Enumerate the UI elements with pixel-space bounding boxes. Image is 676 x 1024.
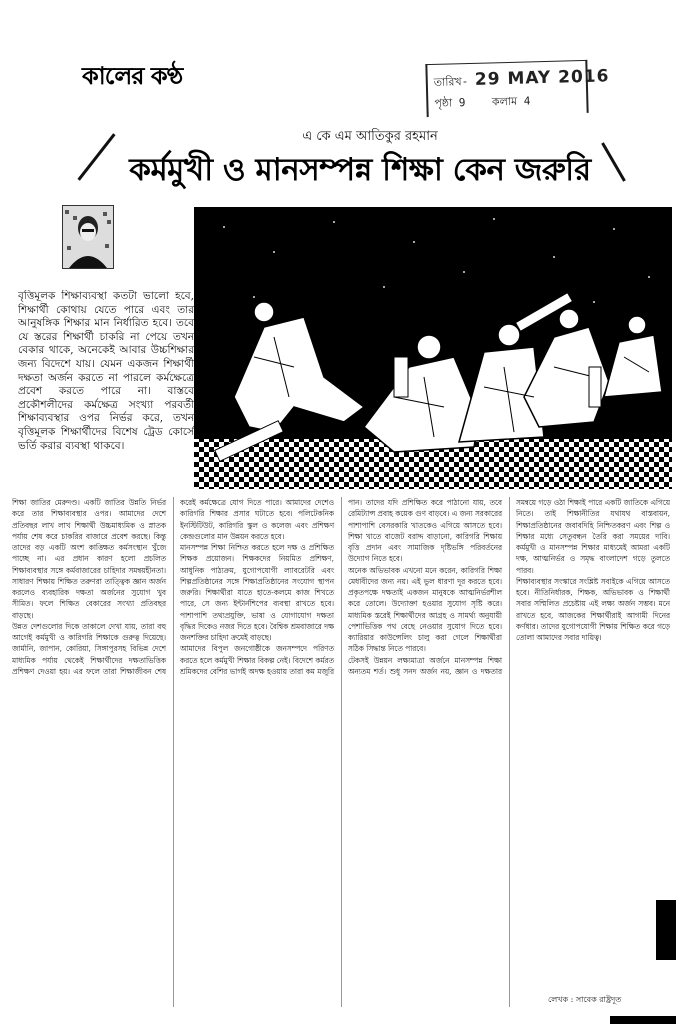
body-paragraph: মানসম্পন্ন শিক্ষা নিশ্চিত করতে হলে দক্ষ ও প্রশিক্ষিত শিক্ষক প্রয়োজন। শিক্ষকদের নিয়মিত প্রশিক্ষণ, আধুনিক পাঠ্যক্রম, যুগোপযোগী ল্যাবরেটরি এবং শিল্পপ্রতিষ্ঠানের সঙ্গে শিক্ষাপ্রতিষ্ঠানের সংযোগ স্থাপন জরুরি। শিক্ষার্থীরা যাতে হাতে-কলমে কাজ শিখতে পারে, সে জন্য ইন্টার্নশিপের ব্যবস্থা রাখতে হবে। পাশাপাশি তথ্যপ্রযুক্তি, ভাষা ও যোগাযোগ দক্ষতা বৃদ্ধির দিকেও নজর দিতে হবে। বৈশ্বিক শ্রমবাজারে দক্ষ জনশক্তির চাহিদা ক্রমেই বাড়ছে। bbox=[180, 543, 334, 642]
stamp-date-prefix: তারিখ- bbox=[433, 75, 469, 89]
stamp-column-prefix: কলাম bbox=[491, 94, 518, 109]
stamp-date: 29 MAY 2016 bbox=[474, 66, 610, 90]
article-intro: বৃত্তিমূলক শিক্ষাব্যবস্থা কতটা ভালো হবে, শিক্ষার্থী কোথায় যেতে পারে এবং তার আনুষঙ্গিক শিক্ষার মান নির্ধারিত হবে। তবে যে স্তরের শিক্ষার্থী চাকরি না পেয়ে তখন বেকার থাকে, অনেকেই আবার উচ্চশিক্ষার জন্য বিদেশে যায়। যেমন একজন শিক্ষার্থী দক্ষতা অর্জন করতে না পারলে কর্মক্ষেত্রে প্রবেশ করতে পারে না। বাস্তবে প্রকৌশলীদের কর্মক্ষেত্র সংখ্যা পরবর্তী শিক্ষাব্যবস্থার ওপর নির্ভর করে, তখন বৃত্তিমূলক শিক্ষার্থীদের বিশেষ ট্রেড কোর্সে ভর্তি করার ব্যবস্থা থাকবে। bbox=[18, 290, 194, 452]
article-byline: এ কে এম আতিকুর রহমান bbox=[302, 129, 438, 144]
article-headline: কর্মমুখী ও মানসম্পন্ন শিক্ষা কেন জরুরি bbox=[129, 152, 591, 188]
body-paragraph: শিক্ষাব্যবস্থার সংস্কারে সংশ্লিষ্ট সবাইকে এগিয়ে আসতে হবে। নীতিনির্ধারক, শিক্ষক, অভিভাবক ও শিক্ষার্থী সবার সম্মিলিত প্রচেষ্টায় এই লক্ষ্য অর্জন সম্ভব। মনে রাখতে হবে, আজকের শিক্ষার্থীরাই আগামী দিনের কর্ণধার। তাদের যুগোপযোগী শিক্ষায় শিক্ষিত করে গড়ে তোলা আমাদের সবার দায়িত্ব। bbox=[516, 576, 670, 642]
stamp-page-value: 9 bbox=[458, 96, 466, 110]
article-body bbox=[12, 497, 670, 1007]
article-illustration bbox=[194, 207, 672, 489]
body-paragraph: টেকসই উন্নয়ন লক্ষ্যমাত্রা অর্জনে মানসম্পন্ন শিক্ষা অন্যতম শর্ত। শুধু সনদ অর্জন নয়, জ্ঞান ও দক্ষতার সমন্বয়ে গড়ে ওঠা শিক্ষাই পারে একটি জাতিকে এগিয়ে নিতে। তাই শিক্ষানীতির যথাযথ বাস্তবায়ন, শিক্ষাপ্রতিষ্ঠানের জবাবদিহি নিশ্চিতকরণ এবং শিল্প ও শিক্ষার মধ্যে সেতুবন্ধন তৈরি করা সময়ের দাবি। কর্মমুখী ও মানসম্পন্ন শিক্ষার মাধ্যমেই আমরা একটি দক্ষ, আত্মনির্ভর ও সমৃদ্ধ বাংলাদেশ গড়ে তুলতে পারব। bbox=[348, 498, 670, 676]
stamp-date-line bbox=[434, 66, 610, 93]
body-paragraph: অনেক অভিভাবক এখনো মনে করেন, কারিগরি শিক্ষা মেধাবীদের জন্য নয়। এই ভুল ধারণা দূর করতে হবে। প্রকৃতপক্ষে দক্ষতাই একজন মানুষকে আত্মনির্ভরশীল করে তোলে। উদ্যোক্তা হওয়ার সুযোগ সৃষ্টি করে। মাধ্যমিক স্তরেই শিক্ষার্থীদের আগ্রহ ও সামর্থ্য অনুযায়ী পেশাভিত্তিক পথ বেছে নেওয়ার সুযোগ দিতে হবে। ক্যারিয়ার কাউন্সেলিং চালু করা গেলে শিক্ষার্থীরা সঠিক সিদ্ধান্ত নিতে পারবে। bbox=[348, 565, 502, 654]
body-paragraph: শিক্ষা জাতির মেরুদণ্ড। একটি জাতির উন্নতি নির্ভর করে তার শিক্ষাব্যবস্থার ওপর। আমাদের দেশে প্রতিবছর লাখ লাখ শিক্ষার্থী উচ্চমাধ্যমিক ও স্নাতক পর্যায় শেষ করে চাকরির বাজারে প্রবেশ করছে। কিন্তু তাদের বড় একটি অংশ কাঙ্ক্ষিত কর্মসংস্থান খুঁজে পাচ্ছে না। এর প্রধান কারণ হলো প্রচলিত শিক্ষাব্যবস্থার সঙ্গে কর্মবাজারের চাহিদার সমন্বয়হীনতা। সাধারণ শিক্ষায় শিক্ষিত তরুণরা তাত্ত্বিক জ্ঞান অর্জন করলেও ব্যবহারিক দক্ষতা অর্জনের সুযোগ খুব সীমিত। ফলে শিক্ষিত বেকারের সংখ্যা প্রতিবছর বাড়ছে। bbox=[12, 498, 166, 620]
body-paragraph: উন্নত দেশগুলোর দিকে তাকালে দেখা যায়, তারা বহু আগেই কর্মমুখী ও কারিগরি শিক্ষাকে গুরুত্ব দিয়েছে। জার্মানি, জাপান, কোরিয়া, সিঙ্গাপুরসহ বিভিন্ন দেশে মাধ্যমিক পর্যায় থেকেই শিক্ষার্থীদের দক্ষতাভিত্তিক প্রশিক্ষণ দেওয়া হয়। এর ফলে তারা শিক্ষাজীবন শেষ করেই কর্মক্ষেত্রে যোগ দিতে পারে। আমাদের দেশেও কারিগরি শিক্ষার প্রসার ঘটাতে হবে। পলিটেকনিক ইনস্টিটিউট, কারিগরি স্কুল ও কলেজ এবং প্রশিক্ষণ কেন্দ্রগুলোর মান উন্নয়ন করতে হবে। bbox=[12, 498, 334, 676]
author-credit: লেখক : সাবেক রাষ্ট্রদূত bbox=[548, 995, 622, 1004]
stamp-page-prefix: পৃষ্ঠা bbox=[434, 96, 453, 110]
body-paragraph: আমাদের বিপুল জনগোষ্ঠীকে জনসম্পদে পরিণত করতে হলে কর্মমুখী শিক্ষার বিকল্প নেই। বিদেশে কর্মরত শ্রমিকদের বেশির ভাগই অদক্ষ হওয়ায় তারা কম মজুরি পান। তাদের যদি প্রশিক্ষিত করে পাঠানো যায়, তবে রেমিট্যান্স প্রবাহ কয়েক গুণ বাড়বে। এ জন্য সরকারের পাশাপাশি বেসরকারি খাতকেও এগিয়ে আসতে হবে। শিক্ষা খাতে বাজেট বরাদ্দ বাড়ানো, কারিগরি শিক্ষায় বৃত্তি প্রদান এবং সামাজিক দৃষ্টিভঙ্গি পরিবর্তনের উদ্যোগ নিতে হবে। bbox=[180, 498, 502, 676]
scan-edge-mark bbox=[610, 1016, 676, 1024]
scan-edge-mark bbox=[656, 900, 676, 960]
newspaper-masthead: কালের কণ্ঠ bbox=[82, 61, 183, 90]
author-portrait bbox=[62, 205, 114, 269]
clipping-stamp bbox=[425, 60, 610, 117]
stamp-page-line bbox=[434, 92, 530, 114]
stamp-column-value: 4 bbox=[523, 94, 531, 108]
